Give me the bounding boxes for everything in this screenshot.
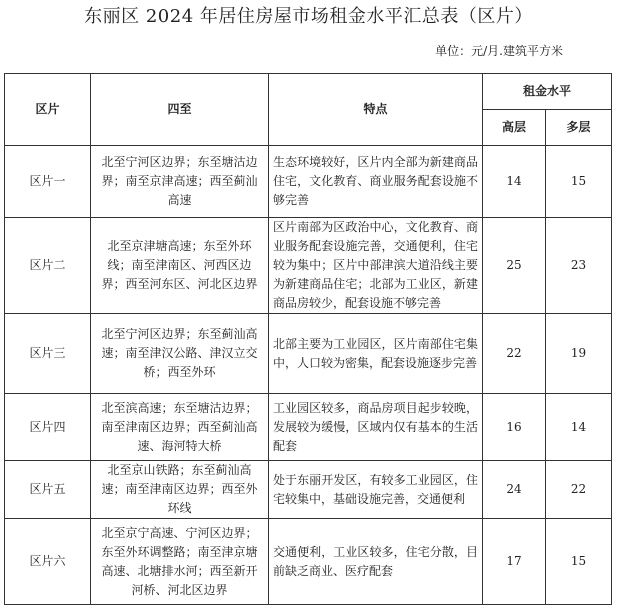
- rent-table: [4, 73, 612, 605]
- high-rise-rent: 17: [483, 519, 546, 605]
- zone-cell: 区片六: [5, 519, 91, 605]
- header-multi-story: 多层: [546, 110, 612, 146]
- table-row: [5, 461, 612, 519]
- bounds-cell: 北至宁河区边界；东至蓟汕高速；南至津汉公路、津汉立交桥；西至外环: [91, 314, 269, 394]
- features-cell: 区片南部为区政治中心，文化教育、商业服务配套设施完善，交通便利，住宅较为集中；区片中部津滨大道沿线主要为新建商品住宅；北部为工业区，新建商品房较少，配套设施不够完善: [269, 218, 483, 314]
- bounds-cell: 北至京津塘高速；东至外环线；南至津南区、河西区边界；西至河东区、河北区边界: [91, 218, 269, 314]
- zone-cell: 区片五: [5, 461, 91, 519]
- table-row: [5, 519, 612, 605]
- features-cell: 交通便利，工业区较多，住宅分散，目前缺乏商业、医疗配套: [269, 519, 483, 605]
- high-rise-rent: 14: [483, 146, 546, 218]
- high-rise-rent: 25: [483, 218, 546, 314]
- table-row: [5, 314, 612, 394]
- multi-story-rent: 15: [546, 146, 612, 218]
- multi-story-rent: 14: [546, 394, 612, 461]
- high-rise-rent: 16: [483, 394, 546, 461]
- bounds-cell: 北至京宁高速、宁河区边界；东至外环调整路；南至津京塘高速、北塘排水河；西至新开河桥、河北区边界: [91, 519, 269, 605]
- page-title: 东丽区 2024 年居住房屋市场租金水平汇总表（区片）: [84, 6, 533, 27]
- bounds-cell: 北至京山铁路；东至蓟汕高速；南至津南区边界；西至外环线: [91, 461, 269, 519]
- header-features: 特点: [269, 74, 483, 146]
- high-rise-rent: 22: [483, 314, 546, 394]
- table-row: [5, 146, 612, 218]
- zone-cell: 区片四: [5, 394, 91, 461]
- table-row: [5, 218, 612, 314]
- multi-story-rent: 15: [546, 519, 612, 605]
- features-cell: 北部主要为工业园区，区片南部住宅集中，人口较为密集，配套设施逐步完善: [269, 314, 483, 394]
- bounds-cell: 北至宁河区边界；东至塘沽边界；南至京津高速；西至蓟汕高速: [91, 146, 269, 218]
- header-high-rise: 高层: [483, 110, 546, 146]
- features-cell: 工业园区较多，商品房项目起步较晚，发展较为缓慢，区域内仅有基本的生活配套: [269, 394, 483, 461]
- bounds-cell: 北至滨高速；东至塘沽边界；南至津南区边界；西至蓟汕高速、海河特大桥: [91, 394, 269, 461]
- features-cell: 处于东丽开发区，有较多工业园区，住宅较集中，基础设施完善，交通便利: [269, 461, 483, 519]
- table-row: [5, 394, 612, 461]
- high-rise-rent: 24: [483, 461, 546, 519]
- multi-story-rent: 19: [546, 314, 612, 394]
- zone-cell: 区片一: [5, 146, 91, 218]
- header-bounds: 四至: [91, 74, 269, 146]
- unit-label: 单位：元/月.建筑平方米: [435, 44, 563, 58]
- zone-cell: 区片三: [5, 314, 91, 394]
- header-zone: 区片: [5, 74, 91, 146]
- zone-cell: 区片二: [5, 218, 91, 314]
- multi-story-rent: 23: [546, 218, 612, 314]
- multi-story-rent: 22: [546, 461, 612, 519]
- header-rent-level: 租金水平: [483, 74, 612, 110]
- features-cell: 生态环境较好，区片内全部为新建商品住宅，文化教育、商业服务配套设施不够完善: [269, 146, 483, 218]
